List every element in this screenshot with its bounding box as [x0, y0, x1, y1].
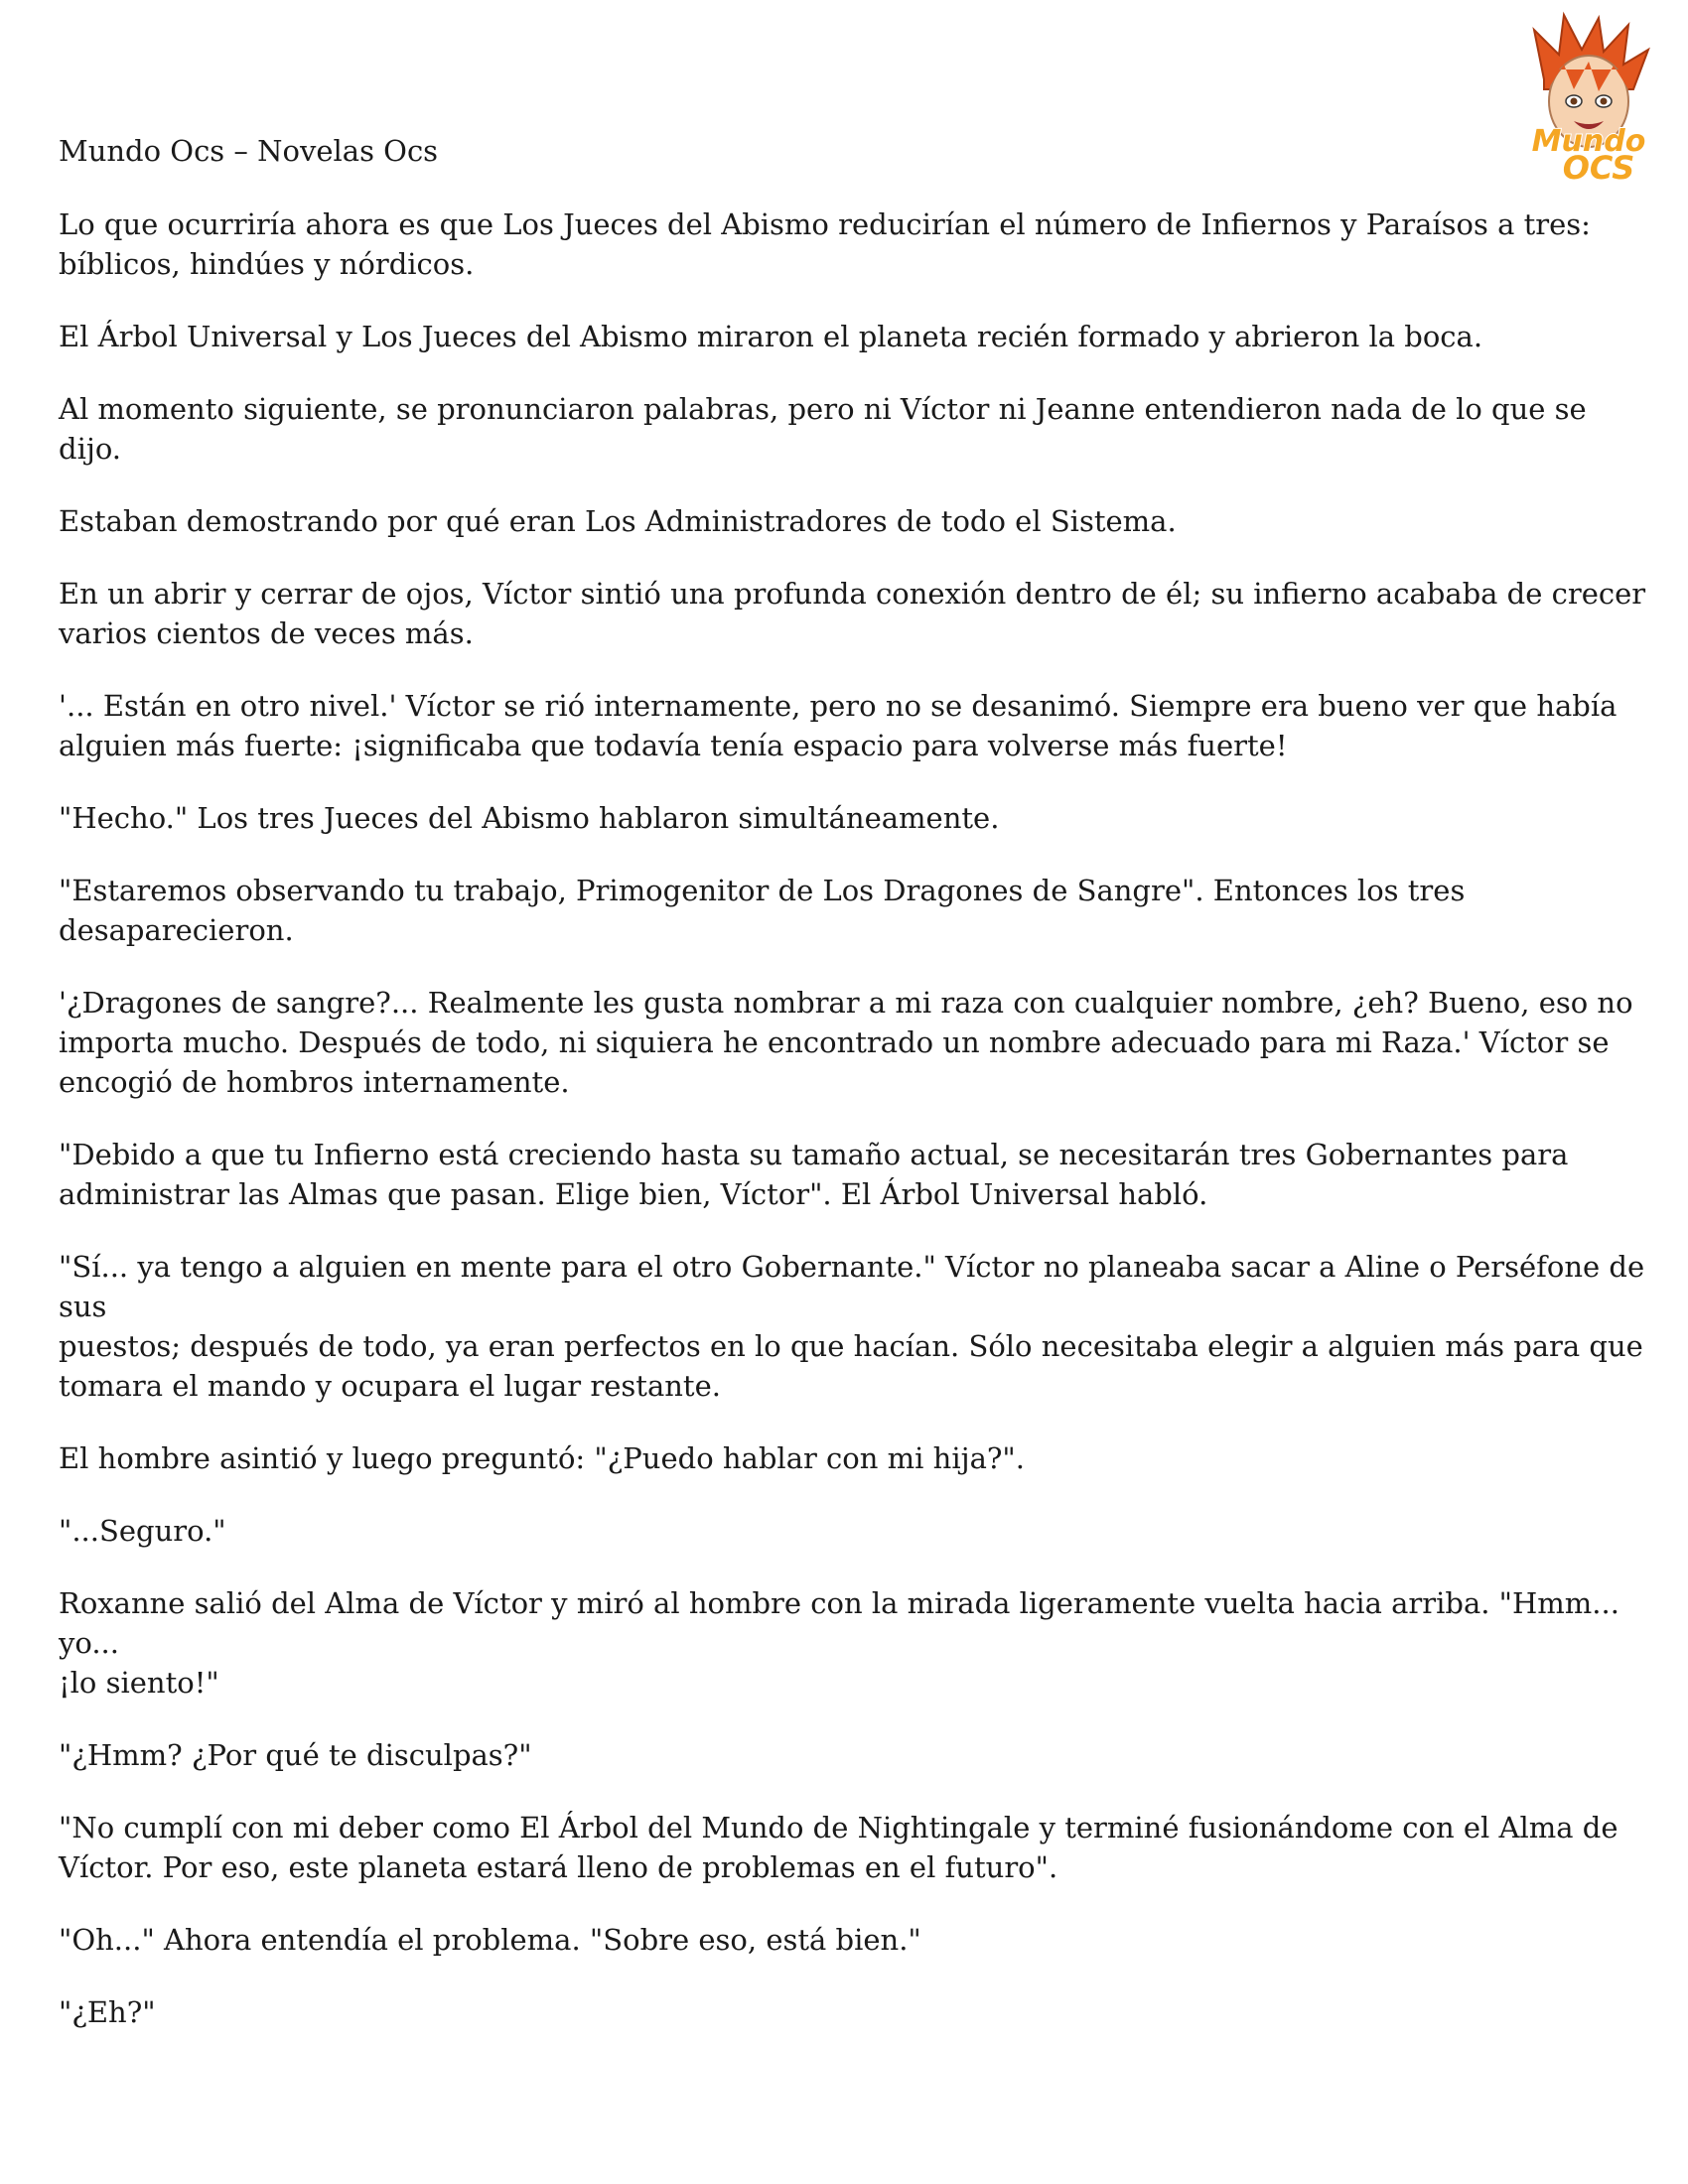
paragraph: "¿Hmm? ¿Por qué te disculpas?": [59, 1738, 532, 1772]
svg-text:Mundo: Mundo: [1531, 124, 1646, 159]
paragraph: "Estaremos observando tu trabajo, Primogenitor de Los Dragones de Sangre". Entonces los tres desaparecieron.: [59, 874, 1466, 947]
paragraph: "Sí... ya tengo a alguien en mente para el otro Gobernante." Víctor no planeaba sacar a Aline o Perséfone de sus puestos; después de todo, ya eran perfectos en lo que hacían. Sólo necesitaba elegir a alguien más para que tomara el mando y ocupara el lugar restante.: [59, 1250, 1645, 1403]
paragraph: "No cumplí con mi deber como El Árbol del Mundo de Nightingale y terminé fusionándome con el Alma de Víctor. Por eso, este planeta estará lleno de problemas en el futuro".: [59, 1811, 1618, 1884]
mundo-ocs-logo: [1504, 10, 1673, 185]
paragraph: Al momento siguiente, se pronunciaron palabras, pero ni Víctor ni Jeanne entendieron nada de lo que se dijo.: [59, 392, 1587, 466]
logo-graphic: [1504, 10, 1673, 185]
paragraph: "¿Eh?": [59, 1995, 156, 2029]
paragraph: Estaban demostrando por qué eran Los Administradores de todo el Sistema.: [59, 504, 1177, 538]
paragraph: "Oh..." Ahora entendía el problema. "Sobre eso, está bien.": [59, 1923, 921, 1957]
paragraph: En un abrir y cerrar de ojos, Víctor sintió una profunda conexión dentro de él; su infierno acababa de crecer varios cientos de veces más.: [59, 577, 1646, 650]
paragraph: "Hecho." Los tres Jueces del Abismo hablaron simultáneamente.: [59, 801, 1000, 835]
paragraph: El Árbol Universal y Los Jueces del Abismo miraron el planeta recién formado y abrieron la boca.: [59, 320, 1483, 353]
document-body: [59, 205, 1647, 2065]
paragraph: '¿Dragones de sangre?... Realmente les gusta nombrar a mi raza con cualquier nombre, ¿eh? Bueno, eso no importa mucho. Después de todo, ni siquiera he encontrado un nombre adecuado para mi Raza.' Víctor se encogió de hombros internamente.: [59, 986, 1633, 1099]
document-header: Mundo Ocs – Novelas Ocs: [59, 134, 439, 168]
paragraph: '... Están en otro nivel.' Víctor se rió internamente, pero no se desanimó. Siempre era bueno ver que había alguien más fuerte: ¡significaba que todavía tenía espacio para volverse más fuerte!: [59, 689, 1618, 762]
paragraph: Roxanne salió del Alma de Víctor y miró al hombre con la mirada ligeramente vuelta hacia arriba. "Hmm... yo... ¡lo siento!": [59, 1586, 1619, 1700]
paragraph: El hombre asintió y luego preguntó: "¿Puedo hablar con mi hija?".: [59, 1441, 1025, 1475]
svg-text:OCS: OCS: [1562, 149, 1635, 185]
paragraph: "...Seguro.": [59, 1514, 226, 1548]
paragraph: Lo que ocurriría ahora es que Los Jueces del Abismo reducirían el número de Infiernos y Paraísos a tres: bíblicos, hindúes y nórdicos.: [59, 207, 1591, 281]
paragraph: "Debido a que tu Infierno está creciendo hasta su tamaño actual, se necesitarán tres Gobernantes para administrar las Almas que pasan. Elige bien, Víctor". El Árbol Universal habló.: [59, 1138, 1569, 1211]
